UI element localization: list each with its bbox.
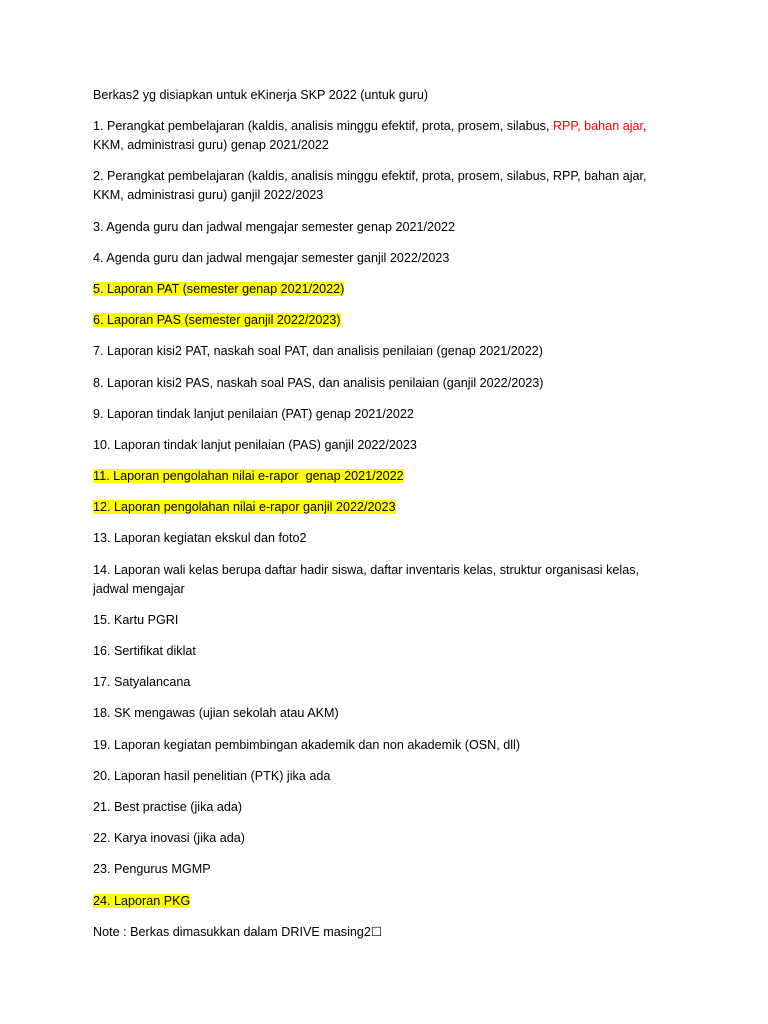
list-item-24: [93, 892, 673, 911]
list-item-1: [93, 117, 673, 155]
item-24-highlighted-text: 24. Laporan PKG: [93, 893, 191, 908]
item-12-highlighted-text: 12. Laporan pengolahan nilai e-rapor ganjil 2022/2023: [93, 500, 396, 515]
list-item-12: [93, 498, 673, 517]
item-22-text: 22. Karya inovasi (jika ada): [93, 831, 245, 846]
list-item-6: [93, 311, 673, 330]
list-item-18: [93, 704, 673, 723]
item-6-highlighted-text: 6. Laporan PAS (semester ganjil 2022/2023): [93, 313, 341, 328]
item-14-text: 14. Laporan wali kelas berupa daftar hadir siswa, daftar inventaris kelas, struktur organisasi kelas, jadwal mengajar: [93, 562, 640, 596]
list-item-16: [93, 642, 673, 661]
list-item-10: [93, 436, 673, 455]
list-item-4: [93, 249, 673, 268]
list-item-20: [93, 767, 673, 786]
item-1-text-b: , KKM, administrasi guru) genap 2021/2022: [93, 119, 647, 153]
note-line: [93, 923, 673, 942]
item-19-text: 19. Laporan kegiatan pembimbingan akademik dan non akademik (OSN, dll): [93, 737, 521, 752]
item-15-text: 15. Kartu PGRI: [93, 612, 179, 627]
item-16-text: 16. Sertifikat diklat: [93, 644, 196, 658]
item-13-text: 13. Laporan kegiatan ekskul dan foto2: [93, 531, 307, 546]
item-7-text: 7. Laporan kisi2 PAT, naskah soal PAT, dan analisis penilaian (genap 2021/2022): [93, 344, 543, 359]
list-item-3: [93, 218, 673, 237]
item-17-text: 17. Satyalancana: [93, 675, 191, 690]
list-item-19: [93, 736, 673, 755]
item-11-highlighted-text: 11. Laporan pengolahan nilai e-rapor genap 2021/2022: [93, 469, 404, 484]
item-23-text: 23. Pengurus MGMP: [93, 862, 211, 877]
item-1-red-text: RPP, bahan ajar: [552, 119, 643, 134]
list-item-15: [93, 611, 673, 630]
document-title-line: [93, 86, 673, 105]
list-item-14: [93, 561, 673, 599]
item-18-text: 18. SK mengawas (ujian sekolah atau AKM): [93, 706, 339, 721]
note-text: Note : Berkas dimasukkan dalam DRIVE masing2☐: [93, 924, 383, 939]
list-item-9: [93, 405, 673, 424]
item-5-highlighted-text: 5. Laporan PAT (semester genap 2021/2022): [93, 281, 345, 296]
list-item-22: [93, 829, 673, 848]
list-item-11: [93, 467, 673, 486]
list-item-23: [93, 860, 673, 879]
list-item-5: [93, 280, 673, 299]
list-item-21: [93, 798, 673, 817]
item-9-text: 9. Laporan tindak lanjut penilaian (PAT) genap 2021/2022: [93, 406, 414, 421]
title-text: Berkas2 yg disiapkan untuk eKinerja SKP 2022 (untuk guru): [93, 88, 429, 102]
list-item-17: [93, 673, 673, 692]
list-item-7: [93, 342, 673, 361]
item-8-text: 8. Laporan kisi2 PAS, naskah soal PAS, dan analisis penilaian (ganjil 2022/2023): [93, 375, 544, 390]
item-3-text: 3. Agenda guru dan jadwal mengajar semester genap 2021/2022: [93, 219, 455, 234]
item-20-text: 20. Laporan hasil penelitian (PTK) jika ada: [93, 768, 331, 783]
item-21-text: 21. Best practise (jika ada): [93, 799, 243, 814]
item-2-text: 2. Perangkat pembelajaran (kaldis, analisis minggu efektif, prota, prosem, silabus, RPP, bahan ajar, KKM, administrasi guru) ganjil 2022/2023: [93, 169, 647, 203]
item-10-text: 10. Laporan tindak lanjut penilaian (PAS) ganjil 2022/2023: [93, 437, 417, 452]
item-1-text-a: 1. Perangkat pembelajaran (kaldis, analisis minggu efektif, prota, prosem, silabus,: [93, 119, 553, 134]
item-4-text: 4. Agenda guru dan jadwal mengajar semester ganjil 2022/2023: [93, 250, 450, 265]
document-body: [93, 86, 673, 954]
list-item-8: [93, 374, 673, 393]
list-item-2: [93, 167, 673, 205]
list-item-13: [93, 529, 673, 548]
